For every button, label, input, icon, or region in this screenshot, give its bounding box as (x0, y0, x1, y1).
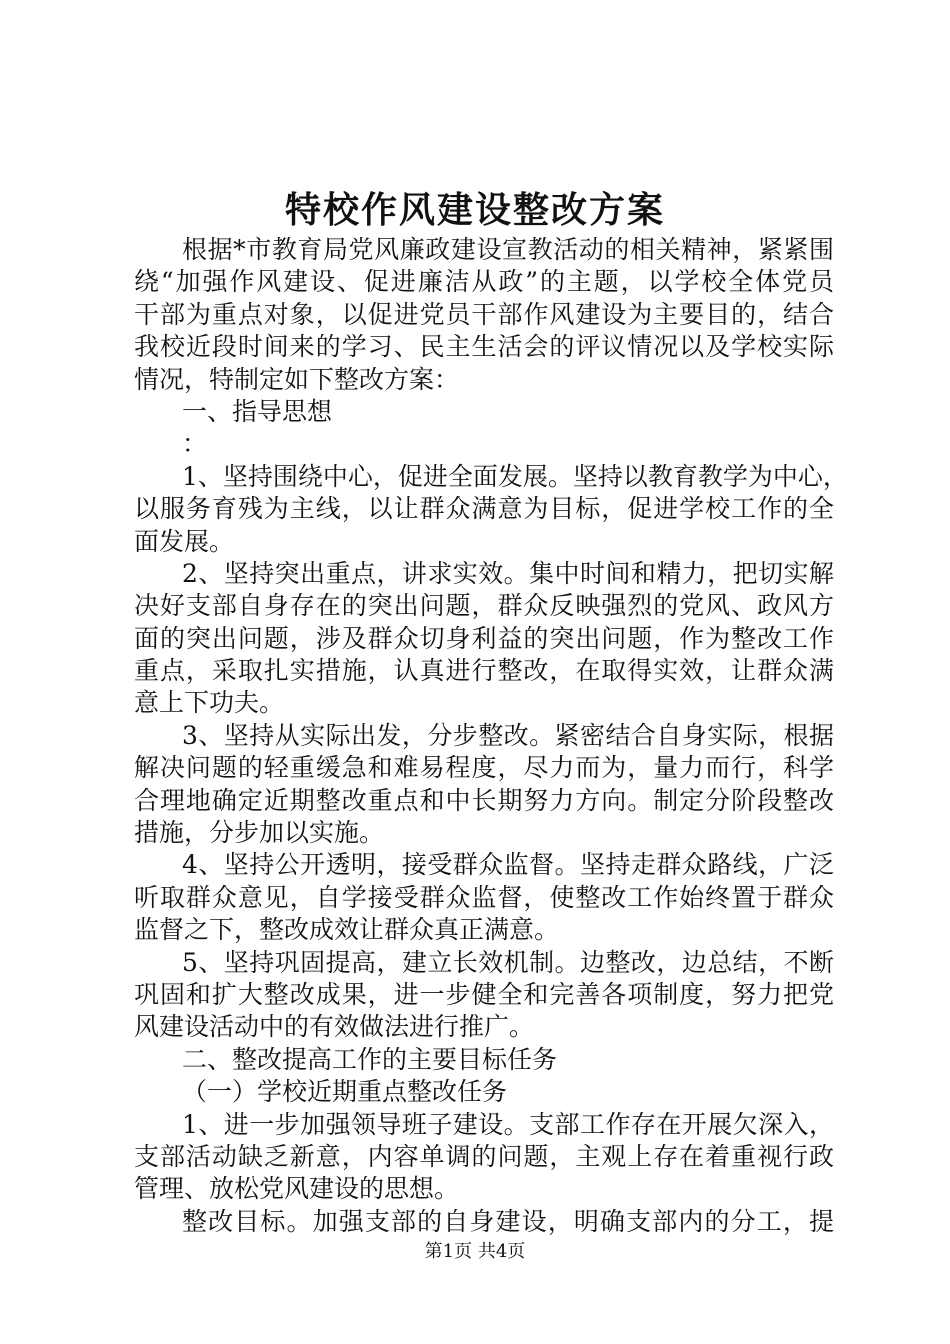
body-line: 干部为重点对象，以促进党员干部作风建设为主要目的，结合 (134, 299, 834, 329)
body-line: 4、坚持公开透明，接受群众监督。坚持走群众路线，广泛 (182, 850, 834, 880)
body-line: 意上下功夫。 (134, 688, 285, 718)
page-footer: 第1页 共4页 (424, 1241, 526, 1262)
body-line: 管理、放松党风建设的思想。 (134, 1174, 460, 1204)
body-line: 一、指导思想 (182, 396, 333, 426)
body-line: 解决问题的轻重缓急和难易程度，尽力而为，量力而行，科学 (134, 753, 834, 783)
body-line: 巩固和扩大整改成果，进一步健全和完善各项制度，努力把党 (134, 979, 834, 1009)
body-line: 重点，采取扎实措施，认真进行整改，在取得实效，让群众满 (134, 656, 834, 686)
body-line: 1、进一步加强领导班子建设。支部工作存在开展欠深入， (182, 1109, 834, 1139)
body-line: 整改目标。加强支部的自身建设，明确支部内的分工，提 (182, 1206, 834, 1236)
body-line: （一）学校近期重点整改任务 (182, 1077, 508, 1107)
body-line: ： (182, 429, 208, 459)
body-line: 3、坚持从实际出发，分步整改。紧密结合自身实际，根据 (182, 720, 834, 750)
body-line: 二、整改提高工作的主要目标任务 (182, 1044, 558, 1074)
body-line: 监督之下，整改成效让群众真正满意。 (134, 915, 560, 945)
body-line: 听取群众意见，自学接受群众监督，使整改工作始终置于群众 (134, 882, 834, 912)
document-title: 特校作风建设整改方案 (284, 189, 665, 231)
body-line: 5、坚持巩固提高，建立长效机制。边整改，边总结，不断 (182, 947, 834, 977)
body-line: 支部活动缺乏新意，内容单调的问题，主观上存在着重视行政 (134, 1141, 834, 1171)
body-line: 风建设活动中的有效做法进行推广。 (134, 1012, 535, 1042)
body-line: 以服务育残为主线，以让群众满意为目标，促进学校工作的全 (134, 494, 834, 524)
body-line: 2、坚持突出重点，讲求实效。集中时间和精力，把切实解 (182, 558, 834, 588)
document-body (134, 234, 848, 1238)
body-line: 绕“加强作风建设、促进廉洁从政”的主题，以学校全体党员 (134, 267, 834, 297)
body-line: 情况，特制定如下整改方案： (134, 364, 460, 394)
body-line: 我校近段时间来的学习、民主生活会的评议情况以及学校实际 (134, 332, 834, 362)
body-line: 1、坚持围绕中心，促进全面发展。坚持以教育教学为中心， (182, 461, 848, 491)
body-line: 面发展。 (134, 526, 235, 556)
body-line: 决好支部自身存在的突出问题，群众反映强烈的党风、政风方 (134, 591, 834, 621)
body-line: 面的突出问题，涉及群众切身利益的突出问题，作为整改工作 (134, 623, 834, 653)
body-line: 根据*市教育局党风廉政建设宣教活动的相关精神，紧紧围 (182, 235, 834, 264)
body-line: 措施，分步加以实施。 (134, 818, 385, 848)
body-line: 合理地确定近期整改重点和中长期努力方向。制定分阶段整改 (134, 785, 834, 815)
